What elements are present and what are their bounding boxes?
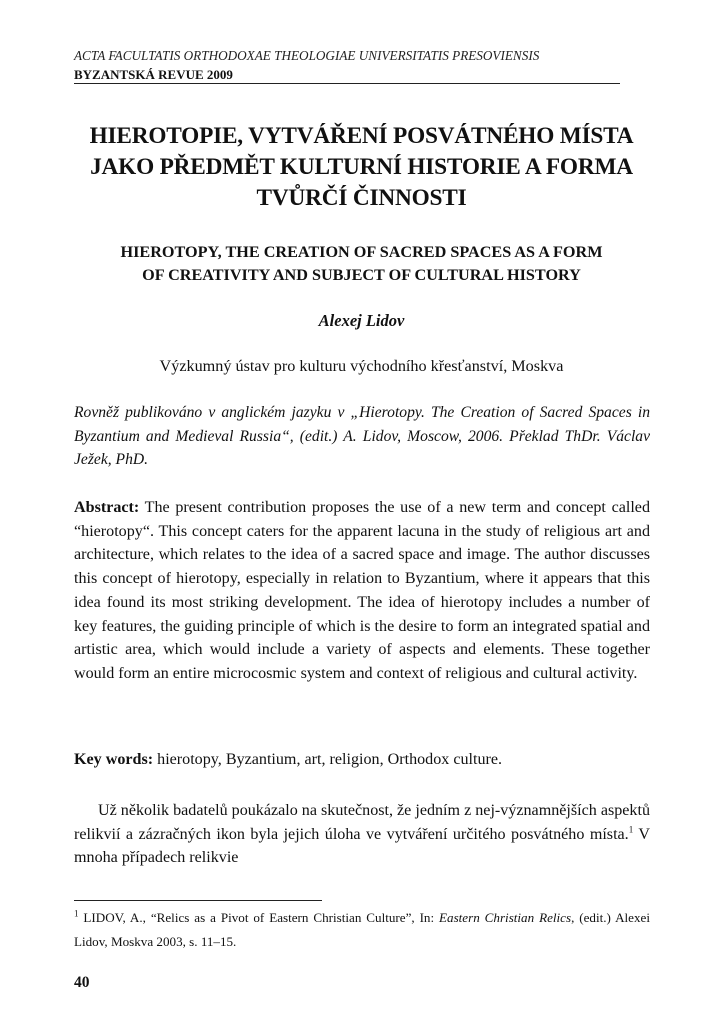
footnote-text: , (edit.) Alexei Lidov, Moskva 2003, s. 11–15. bbox=[74, 910, 650, 949]
footnote-number: 1 bbox=[74, 908, 79, 919]
title-line: HIEROTOPY, THE CREATION OF SACRED SPACES AS A FORM bbox=[120, 243, 603, 261]
abstract-text: The present contribution proposes the use of a new term and concept called “hierotopy“. This concept caters for the apparent lacuna in the study of religious art and architecture, which relates to the idea of a sacred space and image. The author discusses this concept of hierotopy, especially in relation to Byzantium, where it appears that this idea found its most striking development. The idea of hierotopy includes a number of key features, the guiding principle of which is the desire to form an integrated spatial and artistic area, which would include a variety of aspects and elements. These together would form an entire microcosmic system and context of religious and cultural activity. bbox=[74, 499, 650, 682]
body-text-segment: V mnoha případech relikvie bbox=[74, 825, 651, 867]
abstract bbox=[74, 496, 650, 686]
footnote-source-title: Eastern Christian Relics bbox=[439, 910, 572, 925]
publication-note: Rovněž publikováno v anglickém jazyku v „Hierotopy. The Creation of Sacred Spaces in Byzantium and Medieval Russia“, (edit.) A. Lidov, Moscow, 2006. Překlad ThDr. Václav Ježek, PhD. bbox=[74, 404, 650, 468]
footnote-reference[interactable]: 1 bbox=[628, 824, 634, 835]
title-line: TVŮRČÍ ČINNOSTI bbox=[256, 185, 467, 211]
title-line: HIEROTOPIE, VYTVÁŘENÍ POSVÁTNÉHO MÍSTA bbox=[89, 123, 634, 149]
footnote-text: LIDOV, A., “Relics as a Pivot of Eastern Christian Culture”, In: bbox=[78, 910, 440, 925]
article-title-czech bbox=[60, 121, 663, 214]
title-line: OF CREATIVITY AND SUBJECT OF CULTURAL HISTORY bbox=[142, 266, 581, 284]
abstract-label: Abstract: bbox=[74, 499, 140, 516]
body-paragraph bbox=[74, 799, 650, 870]
page-number: 40 bbox=[74, 974, 90, 991]
keywords-label: Key words: bbox=[74, 751, 154, 768]
footnote-separator bbox=[74, 900, 322, 901]
footnote bbox=[74, 906, 650, 954]
keywords bbox=[74, 751, 650, 769]
body-text-segment: Už několik badatelů poukázalo na skutečnost, že jedním z nej-významnějších aspektů relikvií a zázračných ikon byla jejich úloha ve vytváření určitého posvátného místa. bbox=[74, 802, 650, 843]
title-line: JAKO PŘEDMĚT KULTURNÍ HISTORIE A FORMA bbox=[90, 154, 633, 180]
article-title-english bbox=[60, 241, 663, 287]
author-name: Alexej Lidov bbox=[318, 311, 405, 330]
keywords-text: hierotopy, Byzantium, art, religion, Orthodox culture. bbox=[153, 751, 503, 768]
running-header-series: BYZANTSKÁ REVUE 2009 bbox=[74, 67, 620, 84]
running-header-journal: ACTA FACULTATIS ORTHODOXAE THEOLOGIAE UNIVERSITATIS PRESOVIENSIS bbox=[74, 48, 540, 63]
author-affiliation: Výzkumný ústav pro kulturu východního křesťanství, Moskva bbox=[159, 357, 564, 375]
